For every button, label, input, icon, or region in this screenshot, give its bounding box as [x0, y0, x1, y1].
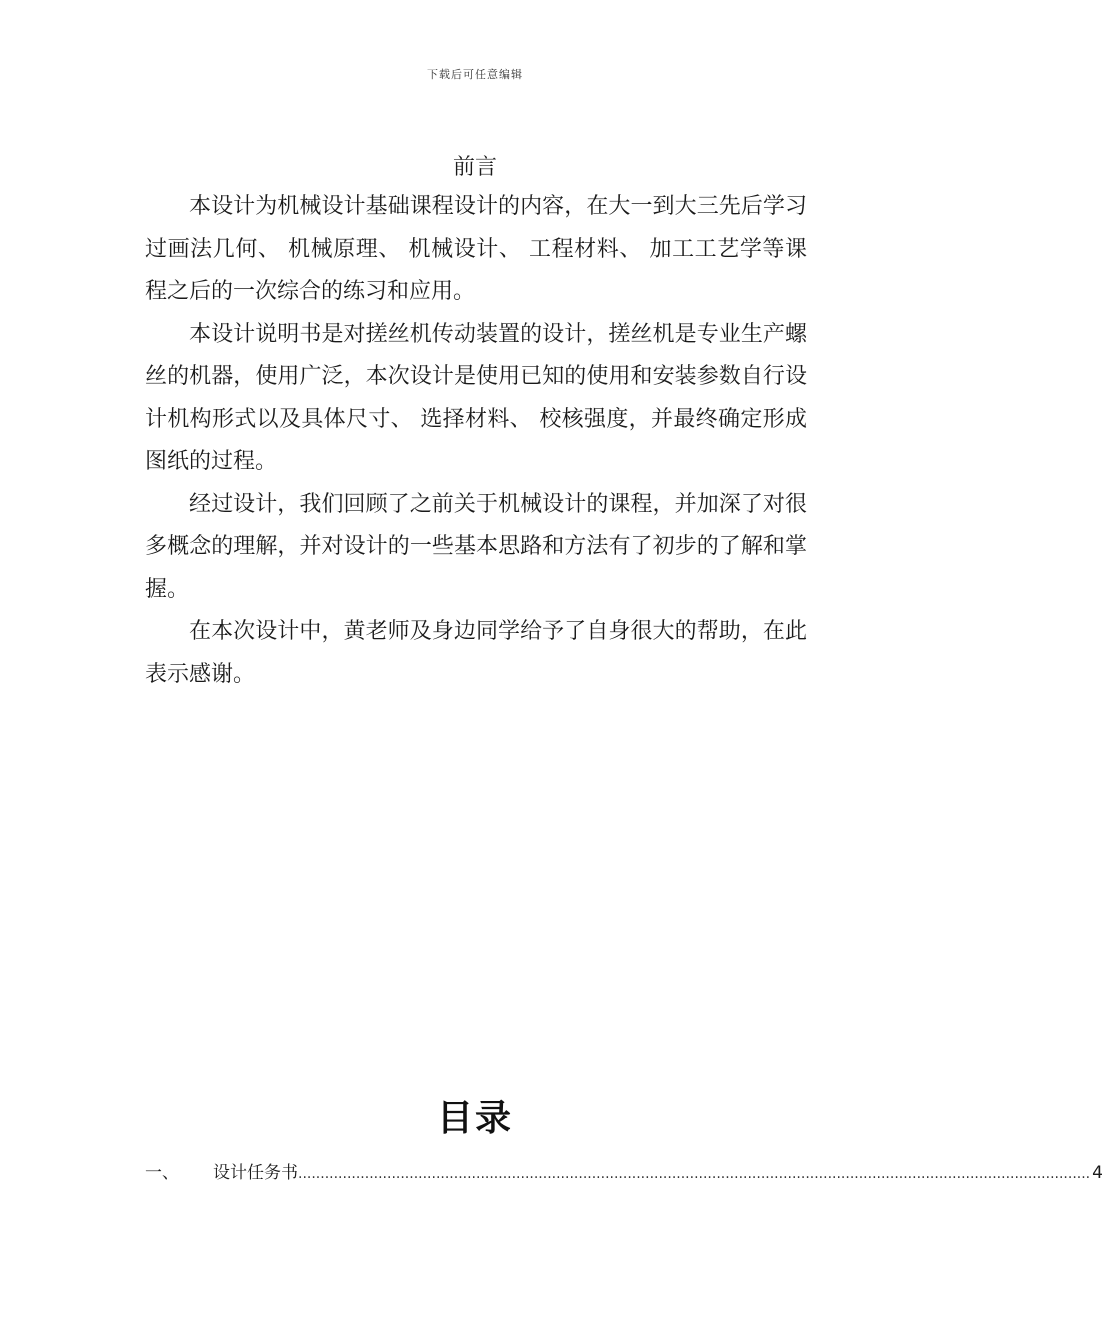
preface-paragraph: 在本次设计中，黄老师及身边同学给予了自身很大的帮助，在此表示感谢。	[145, 619, 807, 687]
preface-paragraph: 本设计说明书是对搓丝机传动装置的设计，搓丝机是专业生产螺丝的机器，使用广泛，本次设计是使用已知的使用和安装参数自行设计机构形式以及具体尺寸、 选择材料、 校核强度，并最终确定形成图纸的过程。	[145, 321, 807, 474]
preface-paragraph: 本设计为机械设计基础课程设计的内容，在大一到大三先后学习过画法几何、 机械原理、 机械设计、 工程材料、 加工工艺学等课程之后的一次综合的练习和应用。	[145, 194, 807, 304]
toc-entry[interactable]	[145, 1158, 1103, 1189]
preface-title: 前言	[452, 155, 497, 180]
preface-paragraph: 经过设计，我们回顾了之前关于机械设计的课程，并加深了对很多概念的理解，并对设计的一些基本思路和方法有了初步的了解和掌握。	[145, 491, 807, 602]
toc-entry-page: 4	[1092, 1163, 1103, 1183]
toc-dot-leader: ..................................................................................................................................................................................	[298, 1166, 1091, 1182]
toc-title: 目录	[436, 1098, 513, 1139]
toc-entry-label: 设计任务书	[213, 1163, 298, 1183]
toc-entry-number: 一、	[145, 1163, 179, 1183]
preface-body	[145, 186, 807, 696]
page-header: 下载后可任意编辑	[427, 68, 523, 81]
toc-list	[145, 1158, 1103, 1189]
